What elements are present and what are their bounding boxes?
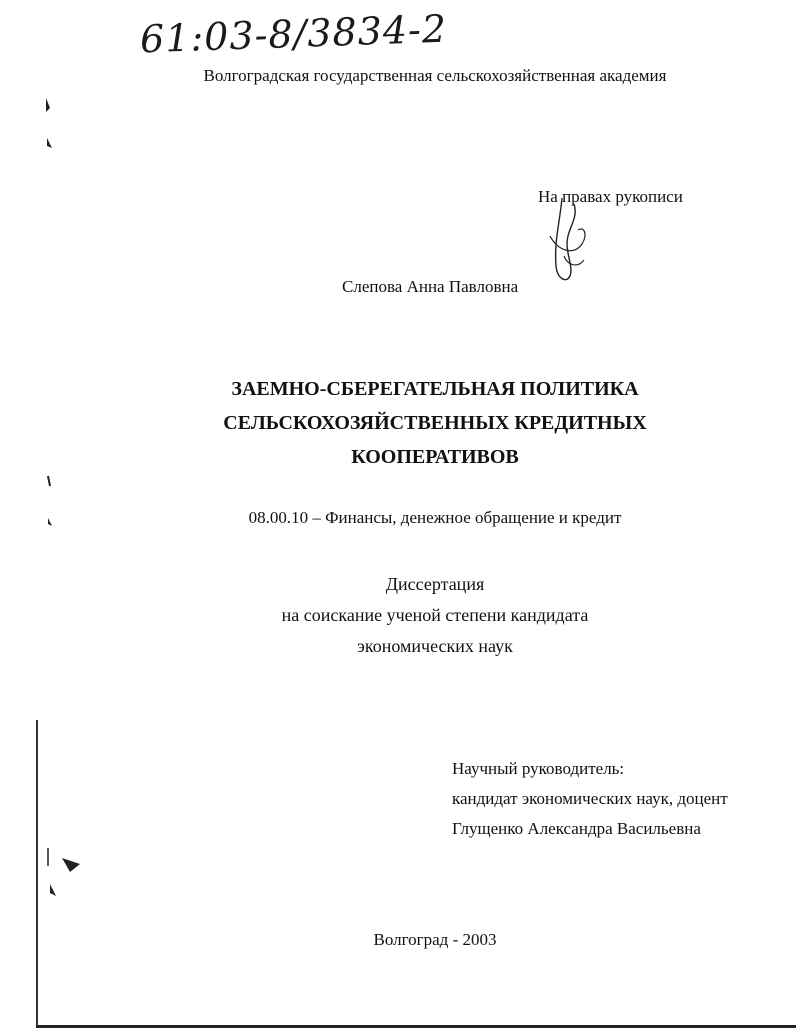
- scan-left-edge: [36, 720, 38, 1028]
- title-line-1: ЗАЕМНО-СБЕРЕГАТЕЛЬНАЯ ПОЛИТИКА: [231, 378, 639, 400]
- city-year: Волгоград - 2003: [373, 930, 497, 949]
- archive-code-handwritten: 61:03-8/3834-2: [139, 6, 448, 62]
- specialty-code: 08.00.10 – Финансы, денежное обращение и кредит: [248, 508, 622, 527]
- institution-name: Волгоградская государственная сельскохозяйственная академия: [203, 66, 667, 85]
- field-line: экономических наук: [357, 636, 513, 656]
- supervisor-block: [452, 754, 728, 844]
- author-name: Слепова Анна Павловна: [342, 277, 519, 296]
- signature-mark: [544, 196, 594, 291]
- dissertation-label: Диссертация: [385, 574, 485, 594]
- manuscript-rights-note: На правах рукописи: [538, 187, 683, 206]
- dissertation-degree-block: [0, 569, 796, 662]
- title-line-2: СЕЛЬСКОХОЗЯЙСТВЕННЫХ КРЕДИТНЫХ: [223, 412, 647, 434]
- degree-line: на соискание ученой степени кандидата: [281, 605, 589, 625]
- supervisor-degree: кандидат экономических наук, доцент: [452, 789, 728, 808]
- dissertation-title: [0, 372, 796, 474]
- binding-marks: [0, 0, 100, 1028]
- title-line-3: КООПЕРАТИВОВ: [351, 446, 519, 468]
- supervisor-label: Научный руководитель:: [452, 759, 625, 778]
- supervisor-name: Глущенко Александра Васильевна: [452, 819, 701, 838]
